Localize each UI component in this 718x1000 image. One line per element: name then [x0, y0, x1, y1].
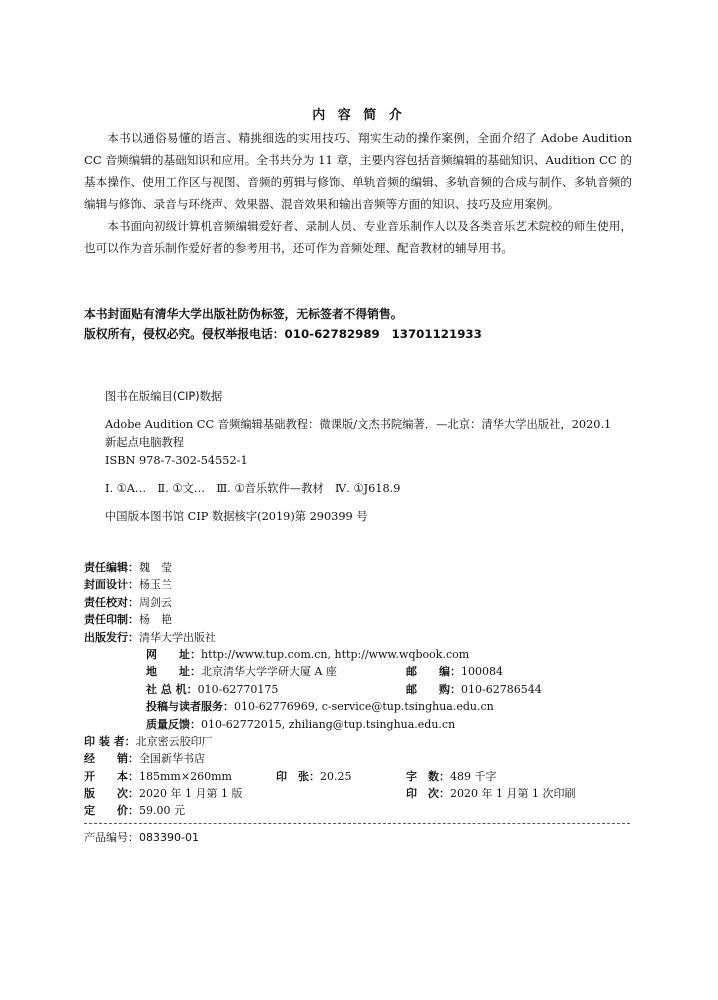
- edition-label: 版 次：: [84, 787, 139, 801]
- printer-value: 北京密云胶印厂: [135, 734, 213, 748]
- editor-label: 责任编辑：: [84, 561, 139, 574]
- cip-block: [105, 388, 611, 526]
- credit-row-proof: [84, 594, 644, 611]
- proof-label: 责任校对：: [84, 595, 139, 609]
- cip-title: 图书在版编目(CIP)数据: [105, 390, 223, 403]
- impression-value: 2020 年 1 月第 1 次印刷: [450, 787, 576, 801]
- product-number: 产品编号：083390-01: [84, 831, 199, 844]
- printer-label: 印 装 者：: [84, 734, 136, 748]
- cip-line-4: Ⅰ. ①A… Ⅱ. ①文… Ⅲ. ①音乐软件—教材 Ⅳ. ①J618.9: [105, 482, 401, 495]
- price-value: 59.00 元: [139, 804, 185, 818]
- address-label: 地 址：: [146, 665, 201, 679]
- content-summary-title: 内 容 简 介: [312, 108, 406, 123]
- service-label: 投稿与读者服务：: [146, 700, 234, 714]
- credit-row-phone: [84, 681, 644, 698]
- cip-line-2: 新起点电脑教程: [105, 436, 185, 449]
- distributor-label: 经 销：: [84, 752, 139, 766]
- words-label: 字 数：: [406, 769, 450, 783]
- credit-row-cover: [84, 576, 644, 593]
- anti-counterfeit-notice: [84, 304, 482, 344]
- credit-row-print: [84, 611, 644, 628]
- cip-line-1: Adobe Audition CC 音频编辑基础教程：微课版/文杰书院编著．—北京：清华大学出版社，2020.1: [105, 418, 612, 431]
- print-manager-value: 杨 艳: [139, 613, 172, 627]
- credit-row-address: [84, 663, 644, 680]
- credit-row-service: [84, 698, 644, 715]
- proof-value: 周剑云: [139, 595, 172, 609]
- editor-value: 魏 莹: [139, 561, 172, 574]
- words-value: 489 千字: [450, 769, 497, 783]
- phone-value: 010-62770175: [197, 682, 279, 696]
- edition-value: 2020 年 1 月第 1 版: [139, 787, 243, 801]
- cip-line-5: 中国版本图书馆 CIP 数据核字(2019)第 290399 号: [105, 510, 368, 523]
- web-value: http://www.tup.com.cn, http://www.wqbook.com: [201, 647, 470, 661]
- service-value: 010-62776969, c-service@tup.tsinghua.edu.cn: [234, 700, 494, 714]
- notice-line-1: 本书封面贴有清华大学出版社防伪标签，无标签者不得销售。: [84, 307, 403, 321]
- format-value: 185mm×260mm: [139, 769, 232, 783]
- sheets-value: 20.25: [320, 769, 352, 783]
- mail-order-value: 010-62786544: [461, 682, 542, 696]
- credit-row-price: [84, 802, 644, 819]
- quality-label: 质量反馈：: [146, 717, 201, 731]
- credit-row-format: [84, 768, 644, 785]
- cover-label: 封面设计：: [84, 578, 139, 592]
- intro-paragraph-1: 本书以通俗易懂的语言、精挑细选的实用技巧、翔实生动的操作案例，全面介绍了 Adobe Audition CC 音频编辑的基础知识和应用。全书共分为 11 章，主要内容包括音频编辑的基础知识、Audition CC 的基本操作、使用工作区与视图、音频的剪辑与修饰、单轨音频的编辑、多轨音频的合成与制作、多轨音频的编辑与修饰、录音与环绕声、效果器、混音效果和输出音频等方面的知识、技巧及应用案例。: [84, 131, 632, 211]
- credit-row-distributor: [84, 750, 644, 767]
- intro-paragraph-2: 本书面向初级计算机音频编辑爱好者、录制人员、专业音乐制作人以及各类音乐艺术院校的师生使用，也可以作为音乐制作爱好者的参考用书，还可作为音频处理、配音教材的辅导用书。: [84, 219, 632, 255]
- web-label: 网 址：: [146, 647, 201, 661]
- credit-row-editor: [84, 559, 644, 576]
- credit-row-printer: [84, 733, 644, 750]
- address-value: 北京清华大学学研大厦 A 座: [201, 665, 337, 679]
- distributor-value: 全国新华书店: [139, 752, 205, 766]
- zip-label: 邮 编：: [406, 665, 461, 679]
- notice-line-2: 版权所有，侵权必究。侵权举报电话：010-62782989 13701121933: [84, 327, 482, 341]
- phone-label: 社 总 机：: [146, 682, 198, 696]
- format-label: 开 本：: [84, 769, 139, 783]
- print-manager-label: 责任印制：: [84, 613, 139, 627]
- quality-value: 010-62772015, zhiliang@tup.tsinghua.edu.cn: [201, 717, 456, 731]
- publisher-label: 出版发行：: [84, 630, 139, 644]
- price-label: 定 价：: [84, 804, 139, 818]
- publisher-value: 清华大学出版社: [139, 630, 216, 644]
- cover-value: 杨玉兰: [139, 578, 172, 592]
- sheets-label: 印 张：: [276, 769, 320, 783]
- credit-row-edition: [84, 785, 644, 802]
- credit-row-quality: [84, 716, 644, 733]
- dashed-divider: [84, 823, 630, 824]
- mail-order-label: 邮 购：: [406, 682, 461, 696]
- credits-block: [84, 559, 644, 820]
- credit-row-publisher: [84, 629, 644, 646]
- cip-line-3: ISBN 978-7-302-54552-1: [105, 454, 248, 467]
- credit-row-web: [84, 646, 644, 663]
- zip-value: 100084: [461, 665, 503, 679]
- content-summary: [84, 127, 632, 259]
- impression-label: 印 次：: [406, 787, 450, 801]
